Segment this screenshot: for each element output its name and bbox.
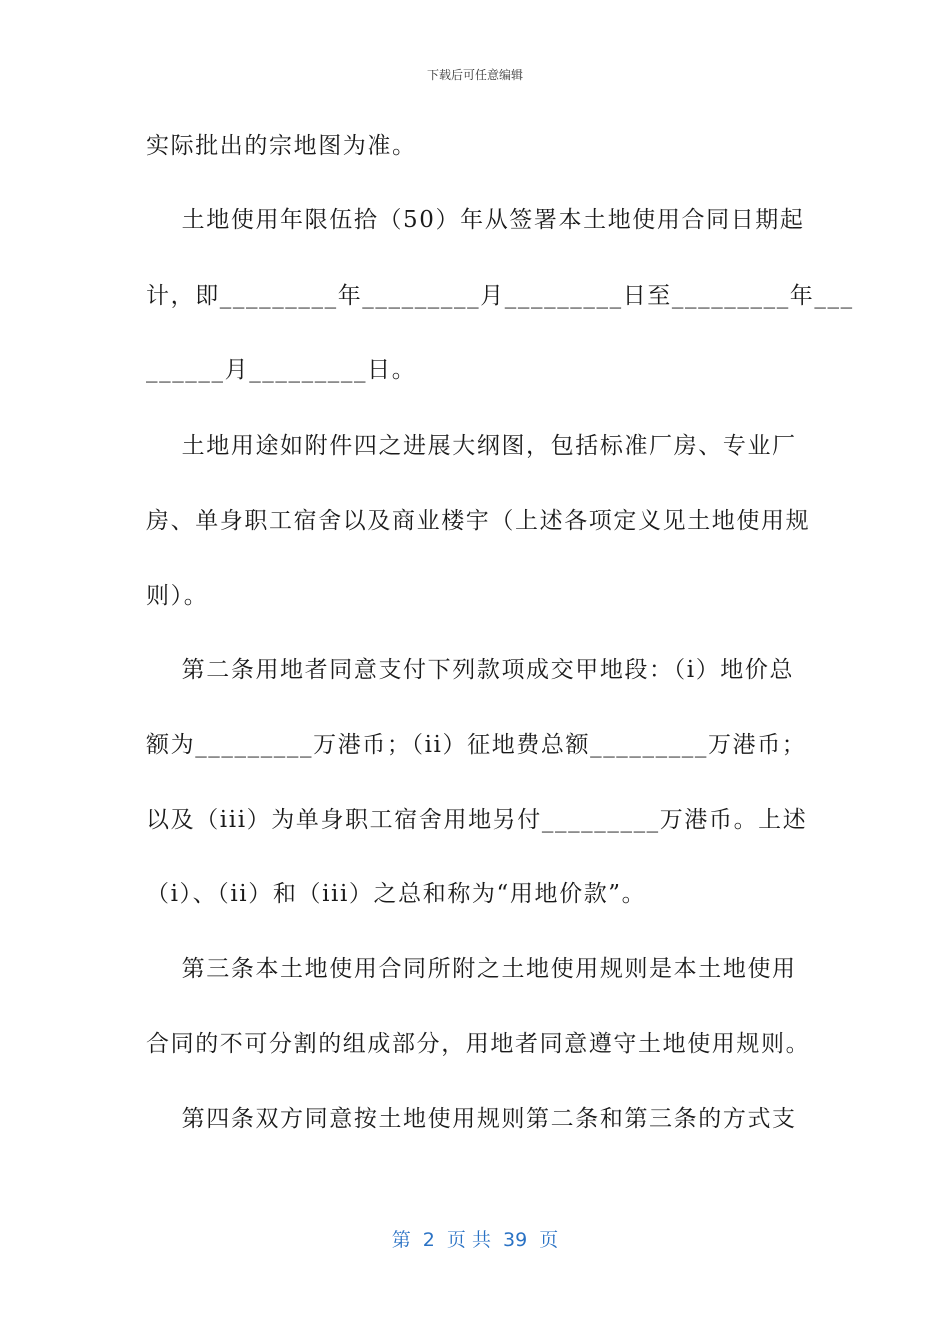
body-line: 第二条用地者同意支付下列款项成交甲地段：（i）地价总 bbox=[146, 657, 795, 683]
body-line: ______月_________日。 bbox=[146, 357, 417, 383]
body-line: 房、单身职工宿舍以及商业楼宇（上述各项定义见土地使用规 bbox=[146, 508, 811, 534]
body-line: （i）、（ii）和（iii）之总和称为“用地价款”。 bbox=[146, 881, 647, 907]
body-line: 土地用途如附件四之进展大纲图，包括标准厂房、专业厂 bbox=[146, 433, 797, 459]
body-line: 以及（iii）为单身职工宿舍用地另付_________万港币。上述 bbox=[146, 807, 808, 833]
body-line: 合同的不可分割的组成部分，用地者同意遵守土地使用规则。 bbox=[146, 1031, 811, 1057]
body-line: 额为_________万港币；（ii）征地费总额_________万港币； bbox=[146, 732, 807, 758]
body-line: 计，即_________年_________月_________日至_________年___ bbox=[146, 283, 854, 309]
body-line: 土地使用年限伍拾（50）年从签署本土地使用合同日期起 bbox=[146, 207, 805, 233]
body-line: 第四条双方同意按土地使用规则第二条和第三条的方式支 bbox=[146, 1106, 797, 1132]
body-line: 第三条本土地使用合同所附之土地使用规则是本土地使用 bbox=[146, 956, 797, 982]
body-line: 则）。 bbox=[146, 583, 209, 609]
page-header: 下载后可任意编辑 bbox=[426, 68, 523, 82]
page-number-footer: 第 2 页 共 39 页 bbox=[391, 1229, 559, 1251]
body-line: 实际批出的宗地图为准。 bbox=[146, 133, 417, 159]
